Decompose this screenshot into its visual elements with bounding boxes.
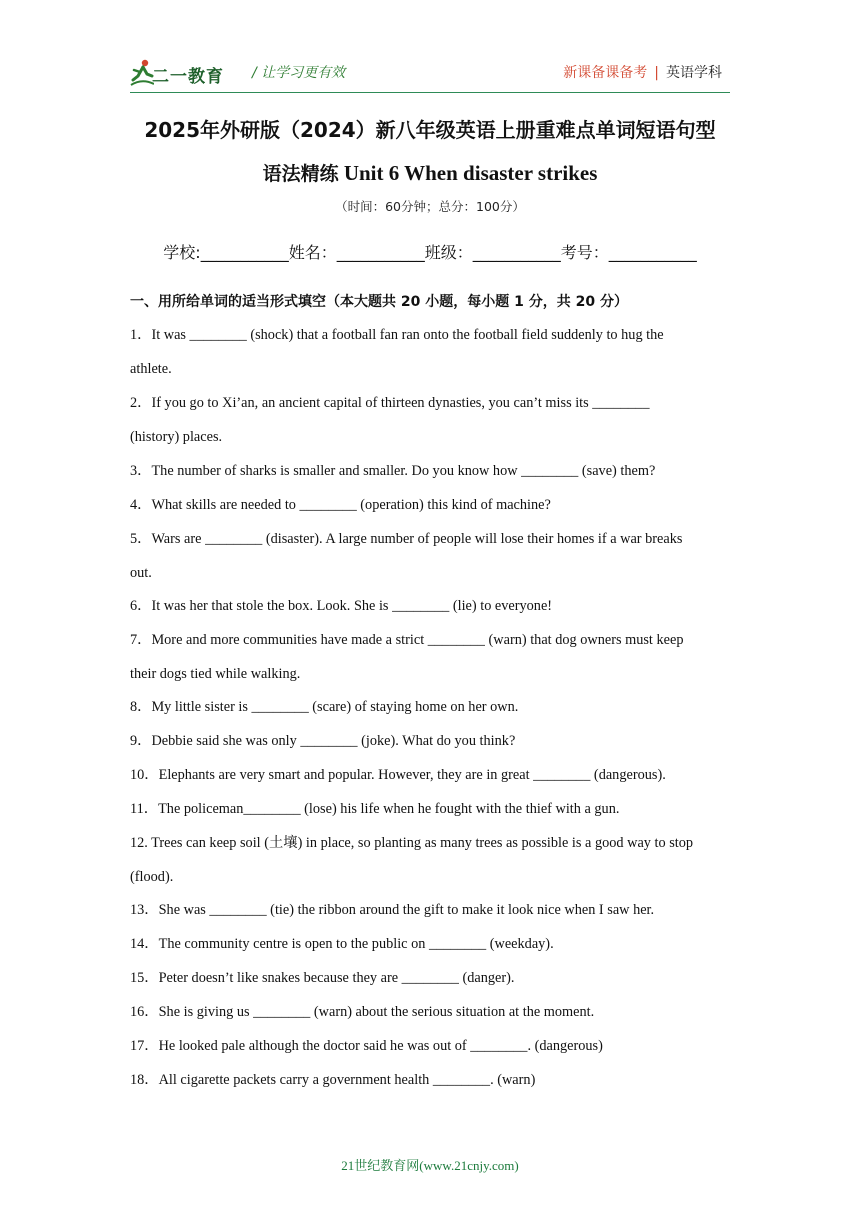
question-line: 10．Elephants are very smart and popular. However, they are in great ________ (dangerous). [130,767,666,783]
title-unit-part: Unit 6 When disaster strikes [338,161,598,185]
question-line: 5．Wars are ________ (disaster). A large number of people will lose their homes if a war breaks [130,531,683,547]
question-line: their dogs tied while walking. [130,666,301,682]
question-line: 16．She is giving us ________ (warn) about the serious situation at the moment. [130,1004,595,1020]
question-line: 6．It was her that stole the box. Look. She is ________ (lie) to everyone! [130,598,553,614]
page-header [130,56,730,90]
header-right [563,62,722,82]
header-course-label: 新课备课备考 [563,65,648,81]
question-line: (flood). [130,869,174,885]
document-title: 2025年外研版（2024）新八年级英语上册重难点单词短语句型 [144,118,716,142]
question-line: 4．What skills are needed to ________ (operation) this kind of machine? [130,497,551,513]
slogan: / 让学习更有效 [252,65,346,81]
header-divider [130,92,730,93]
question-line: 1．It was ________ (shock) that a football fan ran onto the football field suddenly to hug the [130,327,664,343]
question-line: 17．He looked pale although the doctor said he was out of ________. (dangerous) [130,1038,603,1054]
question-line: 7．More and more communities have made a strict ________ (warn) that dog owners must keep [130,632,684,648]
question-line: 18．All cigarette packets carry a government health ________. (warn) [130,1072,536,1088]
question-line: 15．Peter doesn’t like snakes because they are ________ (danger). [130,970,515,986]
document-title-line2 [0,159,860,186]
question-line: 12. Trees can keep soil (土壤) in place, so planting as many trees as possible is a good way to stop [130,835,694,851]
question-line: 14．The community centre is open to the public on ________ (weekday). [130,936,554,952]
exam-info: （时间：60分钟；总分：100分） [335,199,525,214]
question-line: 13．She was ________ (tie) the ribbon around the gift to make it look nice when I saw her. [130,902,655,918]
question-line: out. [130,565,152,581]
question-line: 3．The number of sharks is smaller and smaller. Do you know how ________ (save) them? [130,463,656,479]
runner-logo-icon [130,58,154,88]
question-line: athlete. [130,361,172,377]
question-line: 8．My little sister is ________ (scare) of staying home on her own. [130,699,519,715]
title-chinese-part: 语法精练 [262,163,339,185]
header-subject-label: 英语学科 [666,65,722,81]
student-info-fields: 学校:___________姓名：___________班级：___________考号：___________ [163,243,697,262]
page-footer: 21世纪教育网(www.21cnjy.com) [341,1158,519,1173]
header-separator: | [654,65,659,81]
logo-text: 二一教育 [152,67,224,87]
question-line: (history) places. [130,429,223,445]
question-line: 2．If you go to Xi’an, an ancient capital of thirteen dynasties, you can’t miss its ________ [130,395,650,411]
question-line: 9．Debbie said she was only ________ (joke). What do you think? [130,733,516,749]
logo [130,58,242,88]
section-heading: 一、用所给单词的适当形式填空（本大题共 20 小题，每小题 1 分，共 20 分） [130,294,628,310]
question-line: 11．The policeman________ (lose) his life when he fought with the thief with a gun. [130,801,620,817]
